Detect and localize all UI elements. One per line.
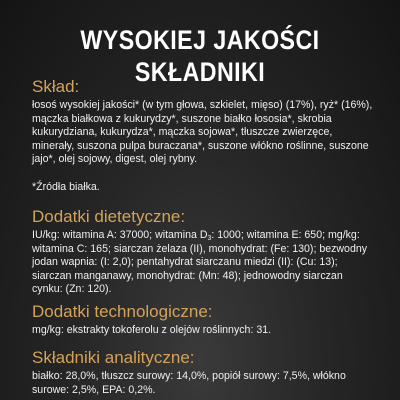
technological-additives-text: mg/kg: ekstrakty tokoferolu z olejów roślinnych: 31. [32,324,272,336]
analytical-constituents-text: białko: 28,0%, tłuszcz surowy: 14,0%, popiół surowy: 7,5%, włókno surowe: 2,5%, EPA: 0,2%. [32,370,346,396]
nutritional-additives-part2: : 1000; witamina E: 650; mg/kg: witamina C: 165; siarczan żelaza (II), monohydrat: (Fe: 130); bezwodny jodan wapnia: (I: 2,0); pentahydrat siarczanu miedzi (II): (Cu: 13); siarczan manganawy, monohydrat: (Mn: 48); jednowodny siarczan cynku: (Zn: 120). [32,229,368,296]
nutritional-additives-text [32,229,376,297]
technological-additives-heading: Dodatki technologiczne: [32,302,213,321]
composition-text: łosoś wysokiej jakości* (w tym głowa, szkielet, mięso) (17%), ryż* (16%), mączka białkowa z kukurydzy*, suszone białko łososia*, skrobia kukurydziana, kukurydza*, mączka sojowa*, tłuszcze zwierzęce, minerały, suszona pulpa buraczana*, suszone włókno roślinne, suszone jajo*, olej sojowy, digest, olej rybny. [32,99,373,166]
protein-source-note: *Źródła białka. [32,180,100,193]
vitamin-d-subscript: 3 [207,235,212,242]
composition-heading: Skład: [32,77,80,96]
analytical-constituents-section [32,348,376,397]
nutritional-additives-heading: Dodatki dietetyczne: [32,207,186,226]
composition-section [32,77,376,195]
analytical-constituents-heading: Składniki analityczne: [32,348,195,367]
page-title-text: WYSOKIEJ JAKOŚCI SKŁADNIKI [80,25,320,87]
nutritional-additives-section [32,207,376,297]
nutritional-additives-part1: IU/kg: witamina A: 37000; witamina D [32,229,208,241]
technological-additives-section [32,302,376,338]
